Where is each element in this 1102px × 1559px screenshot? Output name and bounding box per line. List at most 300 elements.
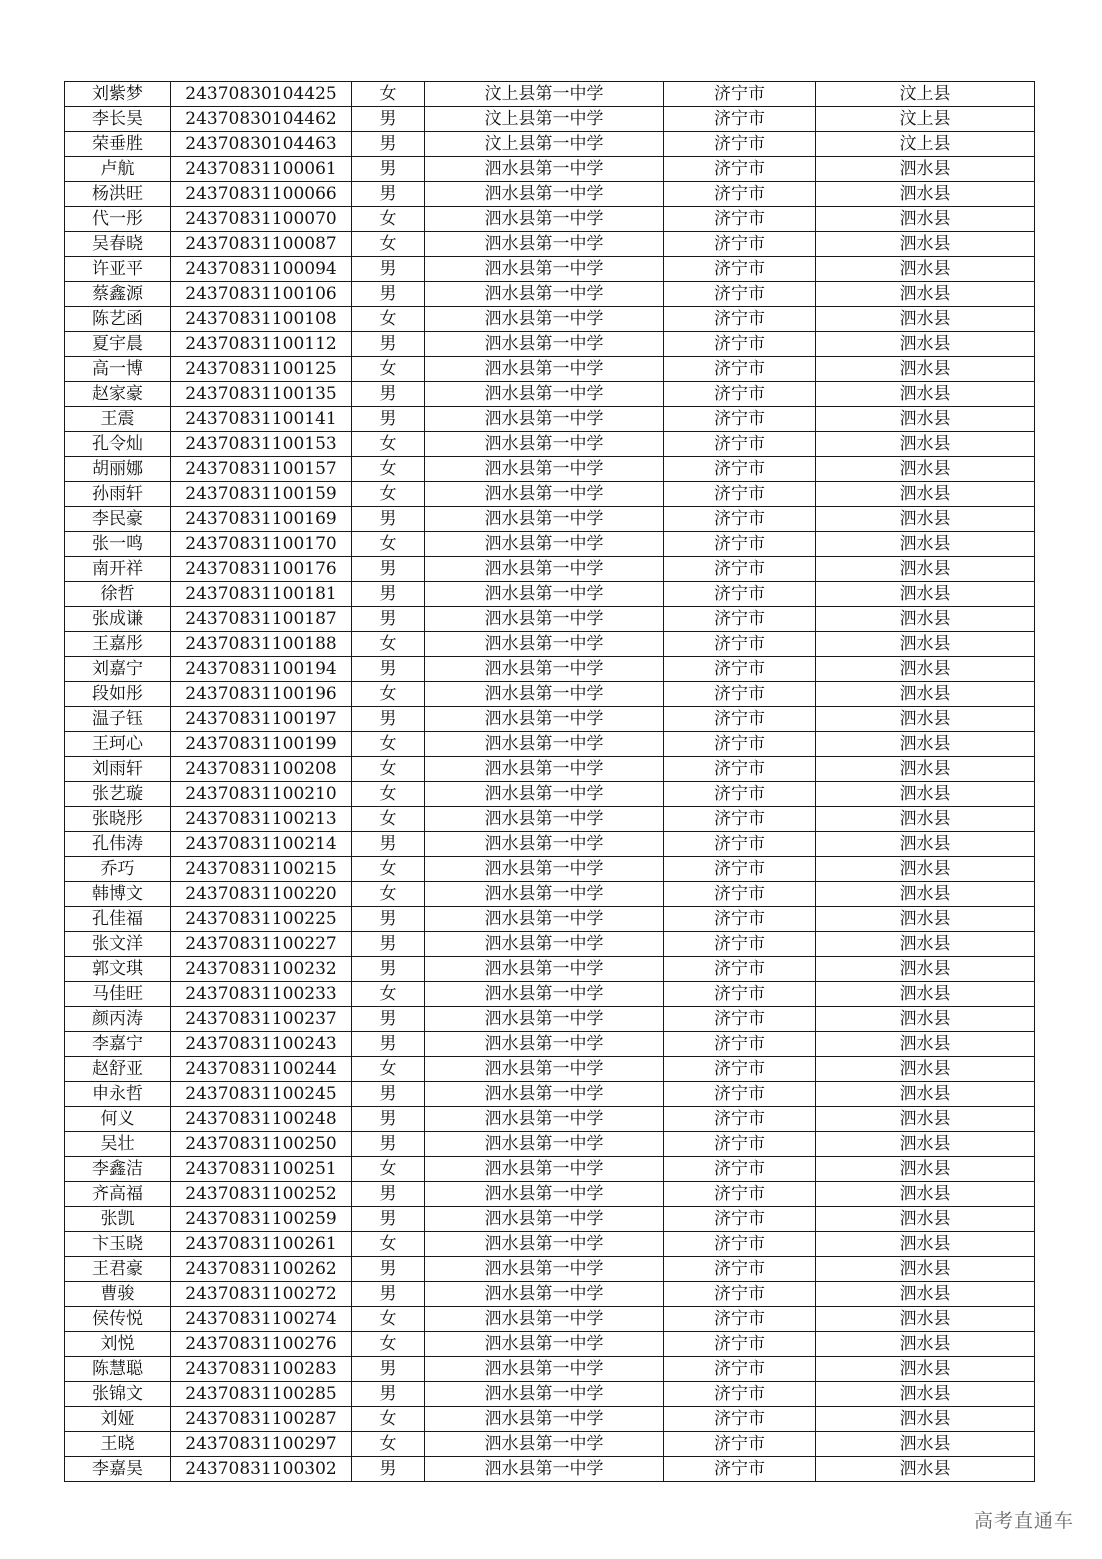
city-cell: 济宁市 [664,932,816,957]
exam-id-cell: 24370831100135 [171,382,352,407]
name-cell: 张晓彤 [65,807,171,832]
name-cell: 刘嘉宁 [65,657,171,682]
county-cell: 泗水县 [816,1007,1035,1032]
gender-cell: 女 [352,682,425,707]
name-cell: 张文洋 [65,932,171,957]
city-cell: 济宁市 [664,232,816,257]
school-cell: 泗水县第一中学 [425,557,664,582]
county-cell: 泗水县 [816,307,1035,332]
county-cell: 泗水县 [816,882,1035,907]
city-cell: 济宁市 [664,732,816,757]
gender-cell: 男 [352,407,425,432]
school-cell: 泗水县第一中学 [425,257,664,282]
school-cell: 泗水县第一中学 [425,1057,664,1082]
gender-cell: 男 [352,132,425,157]
exam-id-cell: 24370831100233 [171,982,352,1007]
city-cell: 济宁市 [664,257,816,282]
table-row [65,807,1035,832]
table-row [65,782,1035,807]
exam-id-cell: 24370831100169 [171,507,352,532]
name-cell: 齐高福 [65,1182,171,1207]
table-row [65,982,1035,1007]
table-row [65,432,1035,457]
name-cell: 吴春晓 [65,232,171,257]
school-cell: 泗水县第一中学 [425,1132,664,1157]
city-cell: 济宁市 [664,907,816,932]
county-cell: 泗水县 [816,207,1035,232]
exam-id-cell: 24370831100272 [171,1282,352,1307]
exam-id-cell: 24370831100297 [171,1432,352,1457]
county-cell: 泗水县 [816,1207,1035,1232]
table-row [65,232,1035,257]
school-cell: 泗水县第一中学 [425,707,664,732]
gender-cell: 男 [352,557,425,582]
gender-cell: 男 [352,157,425,182]
name-cell: 韩博文 [65,882,171,907]
table-row [65,707,1035,732]
exam-id-cell: 24370831100215 [171,857,352,882]
gender-cell: 女 [352,782,425,807]
gender-cell: 女 [352,882,425,907]
name-cell: 陈艺函 [65,307,171,332]
school-cell: 泗水县第一中学 [425,1382,664,1407]
gender-cell: 女 [352,482,425,507]
county-cell: 汶上县 [816,132,1035,157]
exam-id-cell: 24370831100188 [171,632,352,657]
gender-cell: 男 [352,1032,425,1057]
city-cell: 济宁市 [664,1307,816,1332]
school-cell: 泗水县第一中学 [425,882,664,907]
city-cell: 济宁市 [664,657,816,682]
table-row [65,757,1035,782]
exam-id-cell: 24370831100066 [171,182,352,207]
gender-cell: 男 [352,282,425,307]
school-cell: 泗水县第一中学 [425,932,664,957]
county-cell: 泗水县 [816,857,1035,882]
city-cell: 济宁市 [664,282,816,307]
city-cell: 济宁市 [664,1232,816,1257]
student-list-body [65,82,1035,1482]
gender-cell: 男 [352,1382,425,1407]
name-cell: 杨洪旺 [65,182,171,207]
table-row [65,957,1035,982]
gender-cell: 男 [352,1357,425,1382]
gender-cell: 女 [352,82,425,107]
county-cell: 泗水县 [816,1032,1035,1057]
name-cell: 刘娅 [65,1407,171,1432]
exam-id-cell: 24370831100285 [171,1382,352,1407]
county-cell: 泗水县 [816,1457,1035,1482]
name-cell: 王震 [65,407,171,432]
name-cell: 段如彤 [65,682,171,707]
gender-cell: 男 [352,1007,425,1032]
exam-id-cell: 24370831100087 [171,232,352,257]
school-cell: 泗水县第一中学 [425,1032,664,1057]
county-cell: 泗水县 [816,632,1035,657]
school-cell: 汶上县第一中学 [425,82,664,107]
city-cell: 济宁市 [664,1457,816,1482]
county-cell: 泗水县 [816,557,1035,582]
table-row [65,307,1035,332]
city-cell: 济宁市 [664,1432,816,1457]
name-cell: 郭文琪 [65,957,171,982]
table-row [65,582,1035,607]
city-cell: 济宁市 [664,1332,816,1357]
school-cell: 泗水县第一中学 [425,307,664,332]
city-cell: 济宁市 [664,82,816,107]
exam-id-cell: 24370831100112 [171,332,352,357]
name-cell: 蔡鑫源 [65,282,171,307]
gender-cell: 女 [352,807,425,832]
school-cell: 泗水县第一中学 [425,1332,664,1357]
school-cell: 泗水县第一中学 [425,182,664,207]
school-cell: 泗水县第一中学 [425,1107,664,1132]
school-cell: 泗水县第一中学 [425,1182,664,1207]
school-cell: 汶上县第一中学 [425,132,664,157]
county-cell: 泗水县 [816,1432,1035,1457]
gender-cell: 女 [352,1307,425,1332]
gender-cell: 女 [352,232,425,257]
gender-cell: 男 [352,257,425,282]
exam-id-cell: 24370831100244 [171,1057,352,1082]
school-cell: 泗水县第一中学 [425,1282,664,1307]
name-cell: 颜丙涛 [65,1007,171,1032]
name-cell: 赵家豪 [65,382,171,407]
name-cell: 马佳旺 [65,982,171,1007]
exam-id-cell: 24370831100108 [171,307,352,332]
name-cell: 温子钰 [65,707,171,732]
county-cell: 泗水县 [816,1132,1035,1157]
exam-id-cell: 24370831100237 [171,1007,352,1032]
exam-id-cell: 24370831100070 [171,207,352,232]
county-cell: 泗水县 [816,1082,1035,1107]
name-cell: 张成谦 [65,607,171,632]
exam-id-cell: 24370831100187 [171,607,352,632]
table-row [65,1157,1035,1182]
city-cell: 济宁市 [664,1257,816,1282]
school-cell: 泗水县第一中学 [425,482,664,507]
city-cell: 济宁市 [664,607,816,632]
table-row [65,382,1035,407]
exam-id-cell: 24370831100250 [171,1132,352,1157]
city-cell: 济宁市 [664,882,816,907]
school-cell: 泗水县第一中学 [425,1232,664,1257]
table-row [65,1007,1035,1032]
exam-id-cell: 24370831100302 [171,1457,352,1482]
school-cell: 泗水县第一中学 [425,332,664,357]
city-cell: 济宁市 [664,1107,816,1132]
school-cell: 泗水县第一中学 [425,157,664,182]
school-cell: 泗水县第一中学 [425,1207,664,1232]
county-cell: 泗水县 [816,932,1035,957]
county-cell: 泗水县 [816,507,1035,532]
county-cell: 泗水县 [816,282,1035,307]
name-cell: 张艺璇 [65,782,171,807]
county-cell: 泗水县 [816,682,1035,707]
table-row [65,407,1035,432]
county-cell: 泗水县 [816,957,1035,982]
city-cell: 济宁市 [664,1182,816,1207]
gender-cell: 男 [352,1207,425,1232]
exam-id-cell: 24370831100196 [171,682,352,707]
gender-cell: 男 [352,707,425,732]
exam-id-cell: 24370831100245 [171,1082,352,1107]
exam-id-cell: 24370831100208 [171,757,352,782]
county-cell: 泗水县 [816,1407,1035,1432]
name-cell: 李嘉宁 [65,1032,171,1057]
name-cell: 王晓 [65,1432,171,1457]
school-cell: 泗水县第一中学 [425,507,664,532]
name-cell: 荣垂胜 [65,132,171,157]
school-cell: 泗水县第一中学 [425,1257,664,1282]
gender-cell: 女 [352,357,425,382]
city-cell: 济宁市 [664,982,816,1007]
school-cell: 泗水县第一中学 [425,1357,664,1382]
school-cell: 泗水县第一中学 [425,1457,664,1482]
gender-cell: 女 [352,1157,425,1182]
exam-id-cell: 24370831100125 [171,357,352,382]
county-cell: 泗水县 [816,607,1035,632]
county-cell: 泗水县 [816,1382,1035,1407]
exam-id-cell: 24370831100251 [171,1157,352,1182]
gender-cell: 男 [352,332,425,357]
name-cell: 孔伟涛 [65,832,171,857]
county-cell: 泗水县 [816,482,1035,507]
county-cell: 泗水县 [816,532,1035,557]
school-cell: 泗水县第一中学 [425,1307,664,1332]
name-cell: 许亚平 [65,257,171,282]
name-cell: 侯传悦 [65,1307,171,1332]
exam-id-cell: 24370831100248 [171,1107,352,1132]
city-cell: 济宁市 [664,482,816,507]
school-cell: 泗水县第一中学 [425,582,664,607]
county-cell: 泗水县 [816,432,1035,457]
name-cell: 胡丽娜 [65,457,171,482]
county-cell: 泗水县 [816,982,1035,1007]
city-cell: 济宁市 [664,582,816,607]
county-cell: 泗水县 [816,1282,1035,1307]
table-row [65,1182,1035,1207]
table-row [65,882,1035,907]
exam-id-cell: 24370831100214 [171,832,352,857]
name-cell: 代一彤 [65,207,171,232]
exam-id-cell: 24370831100232 [171,957,352,982]
gender-cell: 女 [352,207,425,232]
county-cell: 泗水县 [816,757,1035,782]
gender-cell: 男 [352,607,425,632]
city-cell: 济宁市 [664,857,816,882]
county-cell: 泗水县 [816,1107,1035,1132]
gender-cell: 男 [352,1132,425,1157]
name-cell: 何义 [65,1107,171,1132]
exam-id-cell: 24370831100283 [171,1357,352,1382]
exam-id-cell: 24370831100181 [171,582,352,607]
table-row [65,457,1035,482]
city-cell: 济宁市 [664,1082,816,1107]
gender-cell: 女 [352,432,425,457]
exam-id-cell: 24370831100220 [171,882,352,907]
county-cell: 汶上县 [816,107,1035,132]
table-row [65,632,1035,657]
county-cell: 泗水县 [816,257,1035,282]
exam-id-cell: 24370830104425 [171,82,352,107]
city-cell: 济宁市 [664,157,816,182]
table-row [65,257,1035,282]
table-row [65,107,1035,132]
county-cell: 泗水县 [816,332,1035,357]
city-cell: 济宁市 [664,557,816,582]
city-cell: 济宁市 [664,432,816,457]
name-cell: 张一鸣 [65,532,171,557]
city-cell: 济宁市 [664,807,816,832]
school-cell: 泗水县第一中学 [425,1157,664,1182]
name-cell: 卢航 [65,157,171,182]
gender-cell: 男 [352,932,425,957]
name-cell: 王嘉彤 [65,632,171,657]
gender-cell: 男 [352,507,425,532]
city-cell: 济宁市 [664,1057,816,1082]
table-row [65,732,1035,757]
city-cell: 济宁市 [664,332,816,357]
table-row [65,207,1035,232]
gender-cell: 男 [352,907,425,932]
county-cell: 泗水县 [816,782,1035,807]
table-row [65,82,1035,107]
exam-id-cell: 24370831100157 [171,457,352,482]
school-cell: 泗水县第一中学 [425,957,664,982]
name-cell: 申永哲 [65,1082,171,1107]
school-cell: 泗水县第一中学 [425,857,664,882]
name-cell: 徐哲 [65,582,171,607]
school-cell: 泗水县第一中学 [425,407,664,432]
table-row [65,482,1035,507]
exam-id-cell: 24370831100227 [171,932,352,957]
city-cell: 济宁市 [664,182,816,207]
school-cell: 泗水县第一中学 [425,782,664,807]
student-list-table [64,81,1035,1482]
gender-cell: 男 [352,1257,425,1282]
gender-cell: 男 [352,1182,425,1207]
city-cell: 济宁市 [664,382,816,407]
city-cell: 济宁市 [664,1132,816,1157]
school-cell: 泗水县第一中学 [425,607,664,632]
exam-id-cell: 24370831100061 [171,157,352,182]
exam-id-cell: 24370831100153 [171,432,352,457]
city-cell: 济宁市 [664,707,816,732]
name-cell: 李鑫洁 [65,1157,171,1182]
gender-cell: 女 [352,857,425,882]
table-row [65,857,1035,882]
exam-id-cell: 24370831100287 [171,1407,352,1432]
table-row [65,1457,1035,1482]
exam-id-cell: 24370831100194 [171,657,352,682]
school-cell: 泗水县第一中学 [425,1432,664,1457]
name-cell: 刘雨轩 [65,757,171,782]
school-cell: 泗水县第一中学 [425,457,664,482]
city-cell: 济宁市 [664,132,816,157]
school-cell: 泗水县第一中学 [425,982,664,1007]
table-row [65,1307,1035,1332]
school-cell: 泗水县第一中学 [425,1082,664,1107]
county-cell: 泗水县 [816,707,1035,732]
city-cell: 济宁市 [664,407,816,432]
city-cell: 济宁市 [664,1007,816,1032]
name-cell: 陈慧聪 [65,1357,171,1382]
school-cell: 泗水县第一中学 [425,807,664,832]
name-cell: 张锦文 [65,1382,171,1407]
county-cell: 泗水县 [816,457,1035,482]
exam-id-cell: 24370831100243 [171,1032,352,1057]
gender-cell: 女 [352,307,425,332]
name-cell: 刘紫梦 [65,82,171,107]
exam-id-cell: 24370831100213 [171,807,352,832]
name-cell: 高一博 [65,357,171,382]
table-row [65,1032,1035,1057]
table-row [65,557,1035,582]
gender-cell: 男 [352,182,425,207]
table-row [65,682,1035,707]
city-cell: 济宁市 [664,832,816,857]
exam-id-cell: 24370831100141 [171,407,352,432]
city-cell: 济宁市 [664,1382,816,1407]
name-cell: 乔巧 [65,857,171,882]
city-cell: 济宁市 [664,357,816,382]
name-cell: 王君豪 [65,1257,171,1282]
county-cell: 泗水县 [816,1182,1035,1207]
county-cell: 泗水县 [816,807,1035,832]
city-cell: 济宁市 [664,532,816,557]
city-cell: 济宁市 [664,682,816,707]
exam-id-cell: 24370831100094 [171,257,352,282]
school-cell: 泗水县第一中学 [425,1407,664,1432]
exam-id-cell: 24370831100259 [171,1207,352,1232]
county-cell: 泗水县 [816,1332,1035,1357]
school-cell: 泗水县第一中学 [425,657,664,682]
city-cell: 济宁市 [664,457,816,482]
table-row [65,1132,1035,1157]
school-cell: 泗水县第一中学 [425,282,664,307]
gender-cell: 女 [352,1332,425,1357]
table-row [65,532,1035,557]
exam-id-cell: 24370830104463 [171,132,352,157]
school-cell: 汶上县第一中学 [425,107,664,132]
name-cell: 吴壮 [65,1132,171,1157]
gender-cell: 男 [352,1282,425,1307]
gender-cell: 女 [352,1232,425,1257]
exam-id-cell: 24370831100176 [171,557,352,582]
county-cell: 汶上县 [816,82,1035,107]
gender-cell: 男 [352,832,425,857]
name-cell: 李嘉昊 [65,1457,171,1482]
school-cell: 泗水县第一中学 [425,907,664,932]
city-cell: 济宁市 [664,207,816,232]
county-cell: 泗水县 [816,732,1035,757]
exam-id-cell: 24370831100170 [171,532,352,557]
table-row [65,357,1035,382]
county-cell: 泗水县 [816,382,1035,407]
gender-cell: 女 [352,1057,425,1082]
table-row [65,332,1035,357]
school-cell: 泗水县第一中学 [425,232,664,257]
city-cell: 济宁市 [664,1207,816,1232]
county-cell: 泗水县 [816,407,1035,432]
county-cell: 泗水县 [816,232,1035,257]
gender-cell: 女 [352,1407,425,1432]
school-cell: 泗水县第一中学 [425,732,664,757]
gender-cell: 男 [352,1082,425,1107]
table-row [65,1257,1035,1282]
name-cell: 张凯 [65,1207,171,1232]
